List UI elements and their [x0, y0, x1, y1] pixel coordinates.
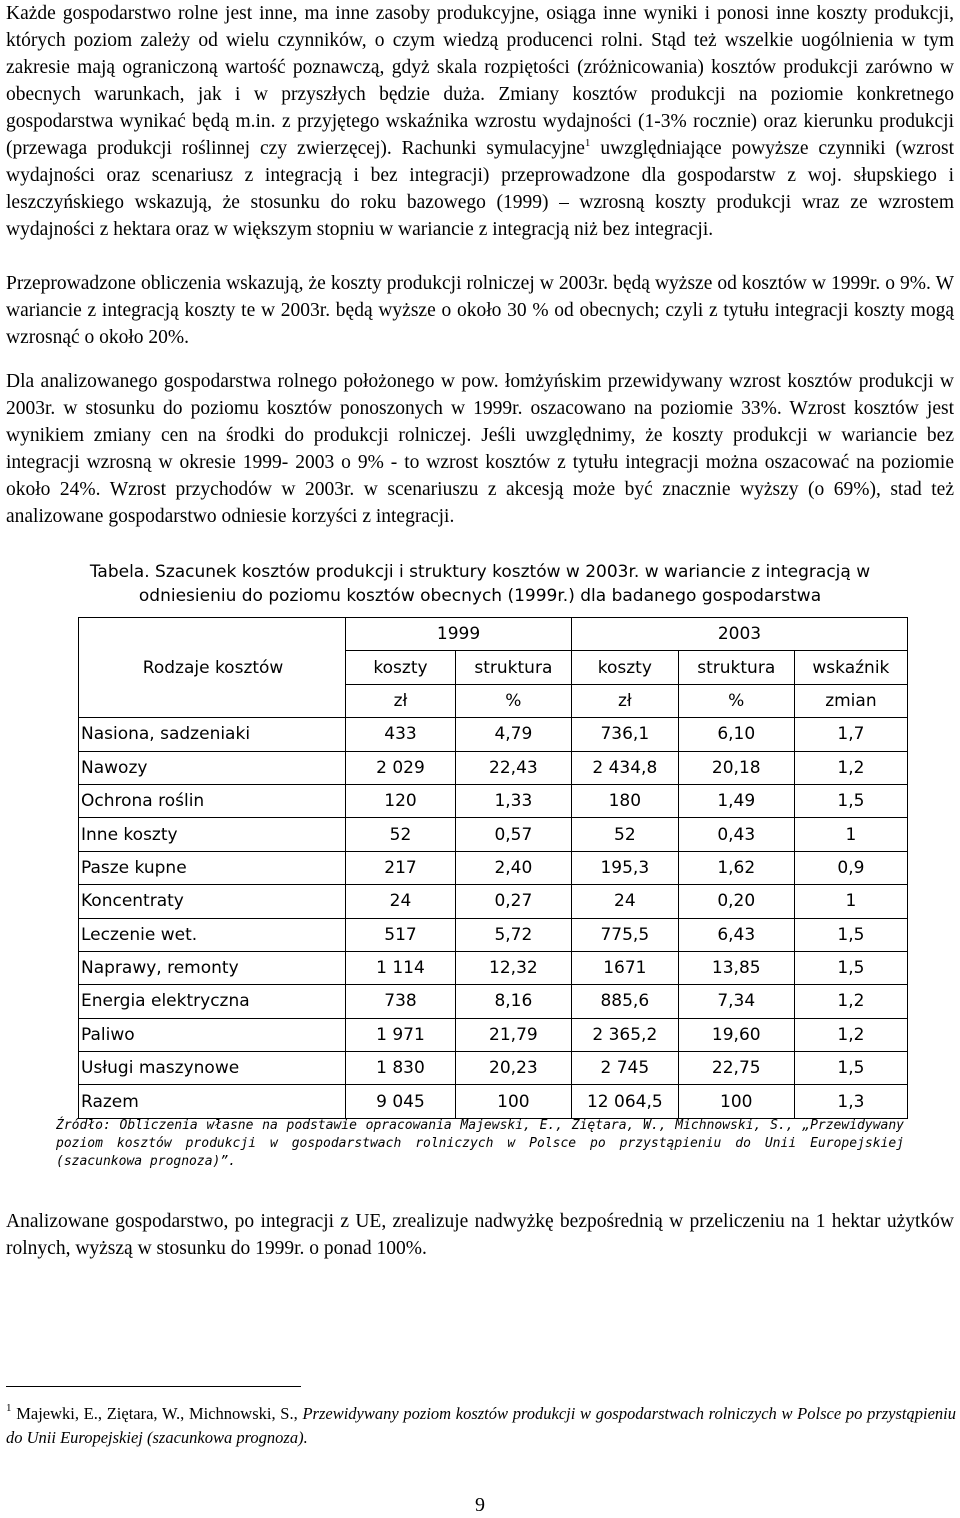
- table-row: [79, 751, 908, 784]
- table-cell: 433: [346, 718, 456, 751]
- row-label: Nasiona, sadzeniaki: [79, 718, 346, 751]
- table-cell: 1,3: [794, 1085, 907, 1118]
- cost-table: [78, 617, 908, 1119]
- table-cell: 52: [346, 818, 456, 851]
- row-label: Koncentraty: [79, 885, 346, 918]
- table-source-note: Źródło: Obliczenia własne na podstawie opracowania Majewski, E., Ziętara, W., Michnowski, S., „Przewidywany poziom kosztów produkcji w gospodarstwach rolniczych w Polsce po przystąpieniu do Unii Europejskiej (szacunkowa prognoza)”.: [56, 1118, 904, 1169]
- paragraph-intro-text-b: uwzględniające powyższe czynniki (wzrost wydajności oraz scenariusz z integracją i bez integracji) przeprowadzone dla gospodarstw z woj. słupskiego i leszczyńskiego wskazują, że stosunku do roku bazowego (1999) – wzrosną koszty produkcji wraz ze wzrostem wydajności z hektara oraz w większym stopniu w wariancie z integracją niż bez integracji.: [6, 138, 954, 240]
- footnote-mark: 1: [6, 1402, 12, 1414]
- table-cell: 1,5: [794, 951, 907, 984]
- paragraph-analysis: Dla analizowanego gospodarstwa rolnego położonego w pow. łomżyńskim przewidywany wzrost kosztów produkcji w 2003r. w stosunku do poziomu kosztów ponoszonych w 1999r. oszacowano na poziomie 33%. Wzrost kosztów jest wynikiem zmiany cen na środki do produkcji rolniczej. Jeśli uwzględnimy, że koszty produkcji w wariancie bez integracji wzrosną w okresie 1999- 2003 o 9% - to wzrost kosztów z tytułu integracji można oszacować na poziomie około 24%. Wzrost przychodów w 2003r. w scenariuszu z akcesją może być znacznie wyższy (o 69%), stad też analizowane gospodarstwo odniesie korzyści z integracji.: [6, 371, 954, 527]
- row-label: Ochrona roślin: [79, 784, 346, 817]
- table-row: [79, 851, 908, 884]
- row-label: Energia elektryczna: [79, 985, 346, 1018]
- table-cell: 775,5: [571, 918, 678, 951]
- table-cell: 1,62: [678, 851, 794, 884]
- header-cost-type: Rodzaje kosztów: [79, 618, 346, 718]
- page-number: 9: [475, 1494, 485, 1516]
- paragraph-intro: [6, 0, 954, 243]
- table-cell: 1 114: [346, 951, 456, 984]
- table-cell: 7,34: [678, 985, 794, 1018]
- table-cell: 19,60: [678, 1018, 794, 1051]
- table-cell: 736,1: [571, 718, 678, 751]
- table-row: [79, 885, 908, 918]
- footnote: [6, 1402, 956, 1450]
- table-cell: 4,79: [455, 718, 571, 751]
- table-cell: 738: [346, 985, 456, 1018]
- table-cell: 100: [678, 1085, 794, 1118]
- row-label: Paliwo: [79, 1018, 346, 1051]
- subheader-cell: koszty: [346, 651, 456, 684]
- table-cell: 24: [571, 885, 678, 918]
- subheader-cell: koszty: [571, 651, 678, 684]
- table-cell: 1: [794, 885, 907, 918]
- table-cell: 22,75: [678, 1052, 794, 1085]
- unit-cell: zł: [571, 684, 678, 717]
- table-cell: 21,79: [455, 1018, 571, 1051]
- table-cell: 2 434,8: [571, 751, 678, 784]
- table-cell: 517: [346, 918, 456, 951]
- subheader-cell: struktura: [455, 651, 571, 684]
- table-cell: 1,49: [678, 784, 794, 817]
- table-cell: 13,85: [678, 951, 794, 984]
- unit-cell: %: [455, 684, 571, 717]
- row-label: Pasze kupne: [79, 851, 346, 884]
- row-label: Leczenie wet.: [79, 918, 346, 951]
- table-cell: 0,57: [455, 818, 571, 851]
- paragraph-intro-text-a: Każde gospodarstwo rolne jest inne, ma inne zasoby produkcyjne, osiąga inne wyniki i ponosi inne koszty produkcji, których poziom zależy od wielu czynników, o czym wiedzą producenci rolni. Stąd też wszelkie uogólnienia w tym zakresie mają ograniczoną wartość poznawczą, gdyż skala rozpiętości (zróżnicowania) kosztów produkcji zarówno w obecnych warunkach, jak i w przyszłych będzie duża. Zmiany kosztów produkcji na poziomie konkretnego gospodarstwa wynikać będą m.in. z przyjętego wskaźnika wzrostu wydajności (1-3% rocznie) oraz kierunku produkcji (przewaga produkcji roślinnej czy zwierzęcej). Rachunki symulacyjne: [6, 3, 954, 159]
- table-cell: 1: [794, 818, 907, 851]
- row-label: Nawozy: [79, 751, 346, 784]
- table-cell: 1,2: [794, 985, 907, 1018]
- subheader-cell: wskaźnik: [794, 651, 907, 684]
- table-cell: 100: [455, 1085, 571, 1118]
- table-row: [79, 985, 908, 1018]
- table-cell: 1671: [571, 951, 678, 984]
- table-row: [79, 718, 908, 751]
- table-cell: 8,16: [455, 985, 571, 1018]
- table-cell: 20,18: [678, 751, 794, 784]
- footnote-reference: 1: [584, 137, 591, 149]
- table-cell: 0,20: [678, 885, 794, 918]
- paragraph-conclusion: Analizowane gospodarstwo, po integracji z UE, zrealizuje nadwyżkę bezpośrednią w przeliczeniu na 1 hektar użytków rolnych, wyższą w stosunku do 1999r. o ponad 100%.: [6, 1211, 954, 1259]
- table-row: [79, 951, 908, 984]
- row-label: Naprawy, remonty: [79, 951, 346, 984]
- footnote-authors: Majewki, E., Ziętara, W., Michnowski, S.,: [11, 1404, 303, 1423]
- table-cell: 1,7: [794, 718, 907, 751]
- table-cell: 217: [346, 851, 456, 884]
- header-year-1999: 1999: [346, 618, 572, 651]
- header-year-2003: 2003: [571, 618, 907, 651]
- table-cell: 2,40: [455, 851, 571, 884]
- table-cell: 6,10: [678, 718, 794, 751]
- table-cell: 195,3: [571, 851, 678, 884]
- table-cell: 2 745: [571, 1052, 678, 1085]
- table-cell: 5,72: [455, 918, 571, 951]
- table-cell: 1 971: [346, 1018, 456, 1051]
- table-cell: 12,32: [455, 951, 571, 984]
- table-header-row: [79, 618, 908, 651]
- table-cell: 1,33: [455, 784, 571, 817]
- table-cell: 1,5: [794, 1052, 907, 1085]
- table-cell: 2 029: [346, 751, 456, 784]
- table-cell: 24: [346, 885, 456, 918]
- unit-cell: %: [678, 684, 794, 717]
- table-row: [79, 1018, 908, 1051]
- table-cell: 180: [571, 784, 678, 817]
- table-cell: 0,27: [455, 885, 571, 918]
- row-label: Razem: [79, 1085, 346, 1118]
- subheader-cell: struktura: [678, 651, 794, 684]
- table-cell: 12 064,5: [571, 1085, 678, 1118]
- table-row: [79, 918, 908, 951]
- table-cell: 1,5: [794, 918, 907, 951]
- table-row: [79, 1085, 908, 1118]
- table-row: [79, 1052, 908, 1085]
- row-label: Usługi maszynowe: [79, 1052, 346, 1085]
- table-cell: 1 830: [346, 1052, 456, 1085]
- table-cell: 0,43: [678, 818, 794, 851]
- table-row: [79, 818, 908, 851]
- footnote-separator: [6, 1386, 301, 1387]
- table-cell: 6,43: [678, 918, 794, 951]
- table-cell: 20,23: [455, 1052, 571, 1085]
- table-cell: 1,5: [794, 784, 907, 817]
- table-caption: Tabela. Szacunek kosztów produkcji i struktury kosztów w 2003r. w wariancie z integracją w odniesieniu do poziomu kosztów obecnych (1999r.) dla badanego gospodarstwa: [89, 562, 871, 606]
- table-cell: 2 365,2: [571, 1018, 678, 1051]
- paragraph-calculations: Przeprowadzone obliczenia wskazują, że koszty produkcji rolniczej w 2003r. będą wyższe od kosztów w 1999r. o 9%. W wariancie z integracją koszty te w 2003r. będą wyższe o około 30 % od obecnych; czyli z tytułu integracji koszty mogą wzrosnąć o około 20%.: [6, 273, 954, 348]
- table-row: [79, 784, 908, 817]
- table-cell: 885,6: [571, 985, 678, 1018]
- table-cell: 22,43: [455, 751, 571, 784]
- unit-cell: zmian: [794, 684, 907, 717]
- table-cell: 1,2: [794, 751, 907, 784]
- table-cell: 0,9: [794, 851, 907, 884]
- footnote-title: Przewidywany poziom kosztów produkcji w gospodarstwach rolniczych w Polsce po przystąpieniu do Unii Europejskiej (szacunkowa prognoza).: [6, 1404, 956, 1447]
- row-label: Inne koszty: [79, 818, 346, 851]
- table-cell: 52: [571, 818, 678, 851]
- table-cell: 9 045: [346, 1085, 456, 1118]
- unit-cell: zł: [346, 684, 456, 717]
- table-cell: 120: [346, 784, 456, 817]
- table-cell: 1,2: [794, 1018, 907, 1051]
